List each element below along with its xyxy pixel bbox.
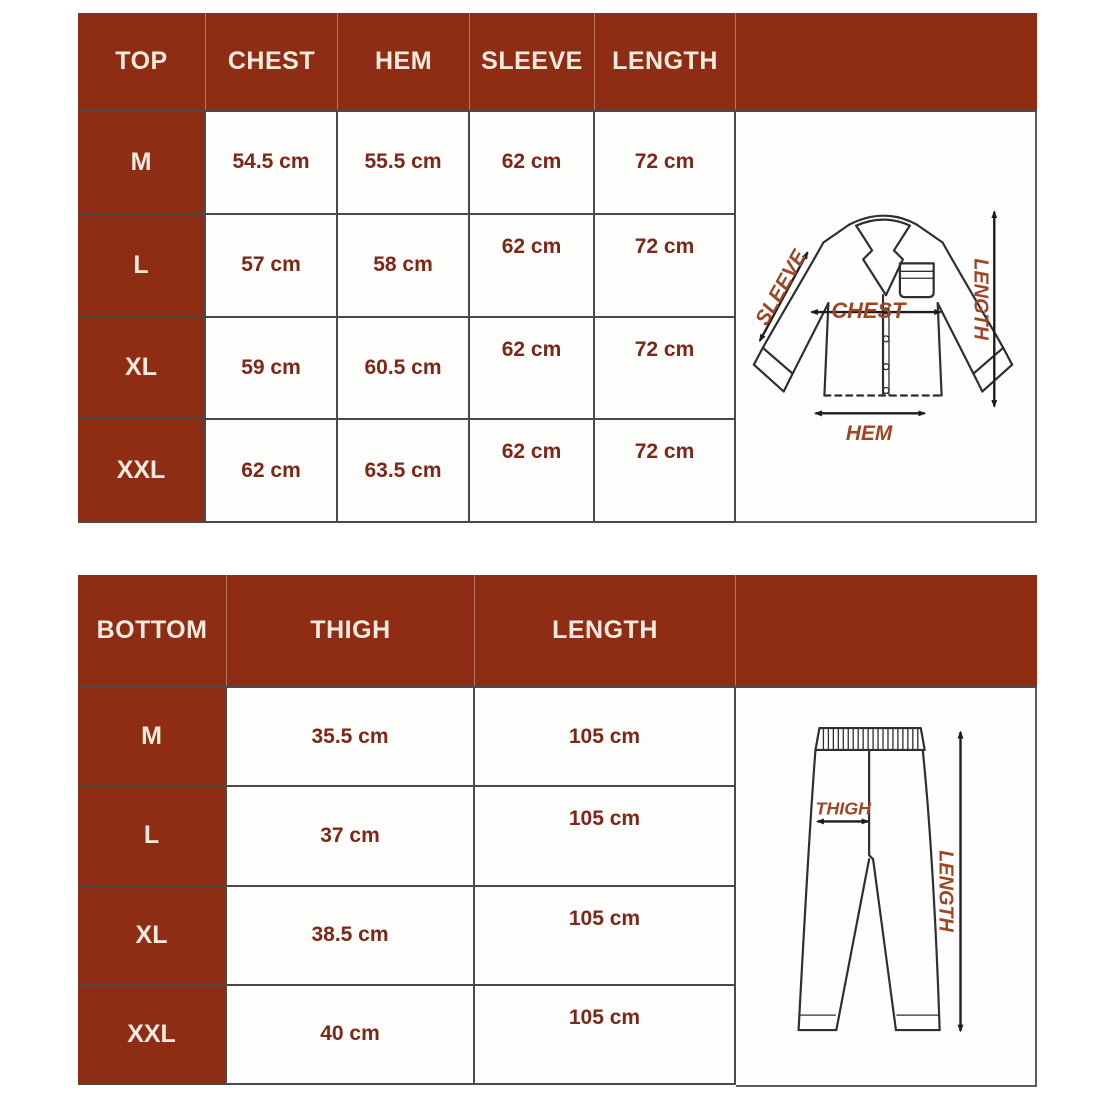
value-cell-bottom-length-xl: 105 cm (475, 887, 736, 986)
header-cell-thigh: THIGH (227, 575, 475, 686)
pajama-pants-diagram-panel (736, 688, 1037, 1087)
top-table-header (78, 13, 1037, 112)
bottom-row-label-xxl: XXL (78, 986, 227, 1085)
pajama-top-diagram (736, 112, 1035, 521)
pants-outline (799, 728, 940, 1030)
value-cell-chest-xl: 59 cm (206, 318, 338, 421)
chest-pocket (900, 263, 934, 297)
bottom-row-label-m: M (78, 688, 227, 787)
value-cell-thigh-xl: 38.5 cm (227, 887, 475, 986)
sleeve-label: SLEEVE (751, 246, 812, 330)
value-cell-chest-l: 57 cm (206, 215, 338, 318)
bottom-row-label-xl: XL (78, 887, 227, 986)
pajama-top-diagram-panel (736, 112, 1037, 523)
value-cell-sleeve-m: 62 cm (470, 112, 595, 215)
bottom-row-label-l: L (78, 787, 227, 886)
value-cell-chest-m: 54.5 cm (206, 112, 338, 215)
value-cell-thigh-l: 37 cm (227, 787, 475, 886)
value-cell-sleeve-xl: 62 cm (470, 318, 595, 421)
hem-label: HEM (845, 422, 893, 446)
pants-length-label: LENGTH (934, 850, 957, 932)
value-cell-thigh-xxl: 40 cm (227, 986, 475, 1085)
header-cell-top: TOP (78, 13, 206, 110)
pajama-pants-diagram (736, 688, 1035, 1085)
value-cell-length-l: 72 cm (595, 215, 736, 318)
header-blank-band (736, 13, 1037, 110)
row-label-m: M (78, 112, 206, 215)
header-cell-bottom: BOTTOM (78, 575, 227, 686)
header-cell-hem: HEM (338, 13, 470, 110)
value-cell-hem-xxl: 63.5 cm (338, 420, 470, 523)
header-blank-band-bottom (736, 575, 1037, 686)
top-table-body (78, 112, 736, 523)
shirt-measure-annotations (751, 212, 994, 445)
row-label-l: L (78, 215, 206, 318)
value-cell-chest-xxl: 62 cm (206, 420, 338, 523)
header-cell-bottom-length: LENGTH (475, 575, 736, 686)
value-cell-hem-xl: 60.5 cm (338, 318, 470, 421)
value-cell-length-xxl: 72 cm (595, 420, 736, 523)
value-cell-sleeve-xxl: 62 cm (470, 420, 595, 523)
bottom-table-header (78, 575, 1037, 688)
header-cell-chest: CHEST (206, 13, 338, 110)
row-label-xxl: XXL (78, 420, 206, 523)
row-label-xl: XL (78, 318, 206, 421)
chest-label: CHEST (831, 297, 906, 323)
thigh-label: THIGH (815, 798, 872, 819)
value-cell-hem-m: 55.5 cm (338, 112, 470, 215)
value-cell-bottom-length-xxl: 105 cm (475, 986, 736, 1085)
value-cell-bottom-length-l: 105 cm (475, 787, 736, 886)
value-cell-length-xl: 72 cm (595, 318, 736, 421)
shirt-length-label: LENGTH (969, 258, 992, 341)
value-cell-thigh-m: 35.5 cm (227, 688, 475, 787)
value-cell-bottom-length-m: 105 cm (475, 688, 736, 787)
value-cell-length-m: 72 cm (595, 112, 736, 215)
header-cell-sleeve: SLEEVE (470, 13, 595, 110)
bottom-table-body (78, 688, 736, 1085)
value-cell-hem-l: 58 cm (338, 215, 470, 318)
value-cell-sleeve-l: 62 cm (470, 215, 595, 318)
header-cell-length: LENGTH (595, 13, 736, 110)
